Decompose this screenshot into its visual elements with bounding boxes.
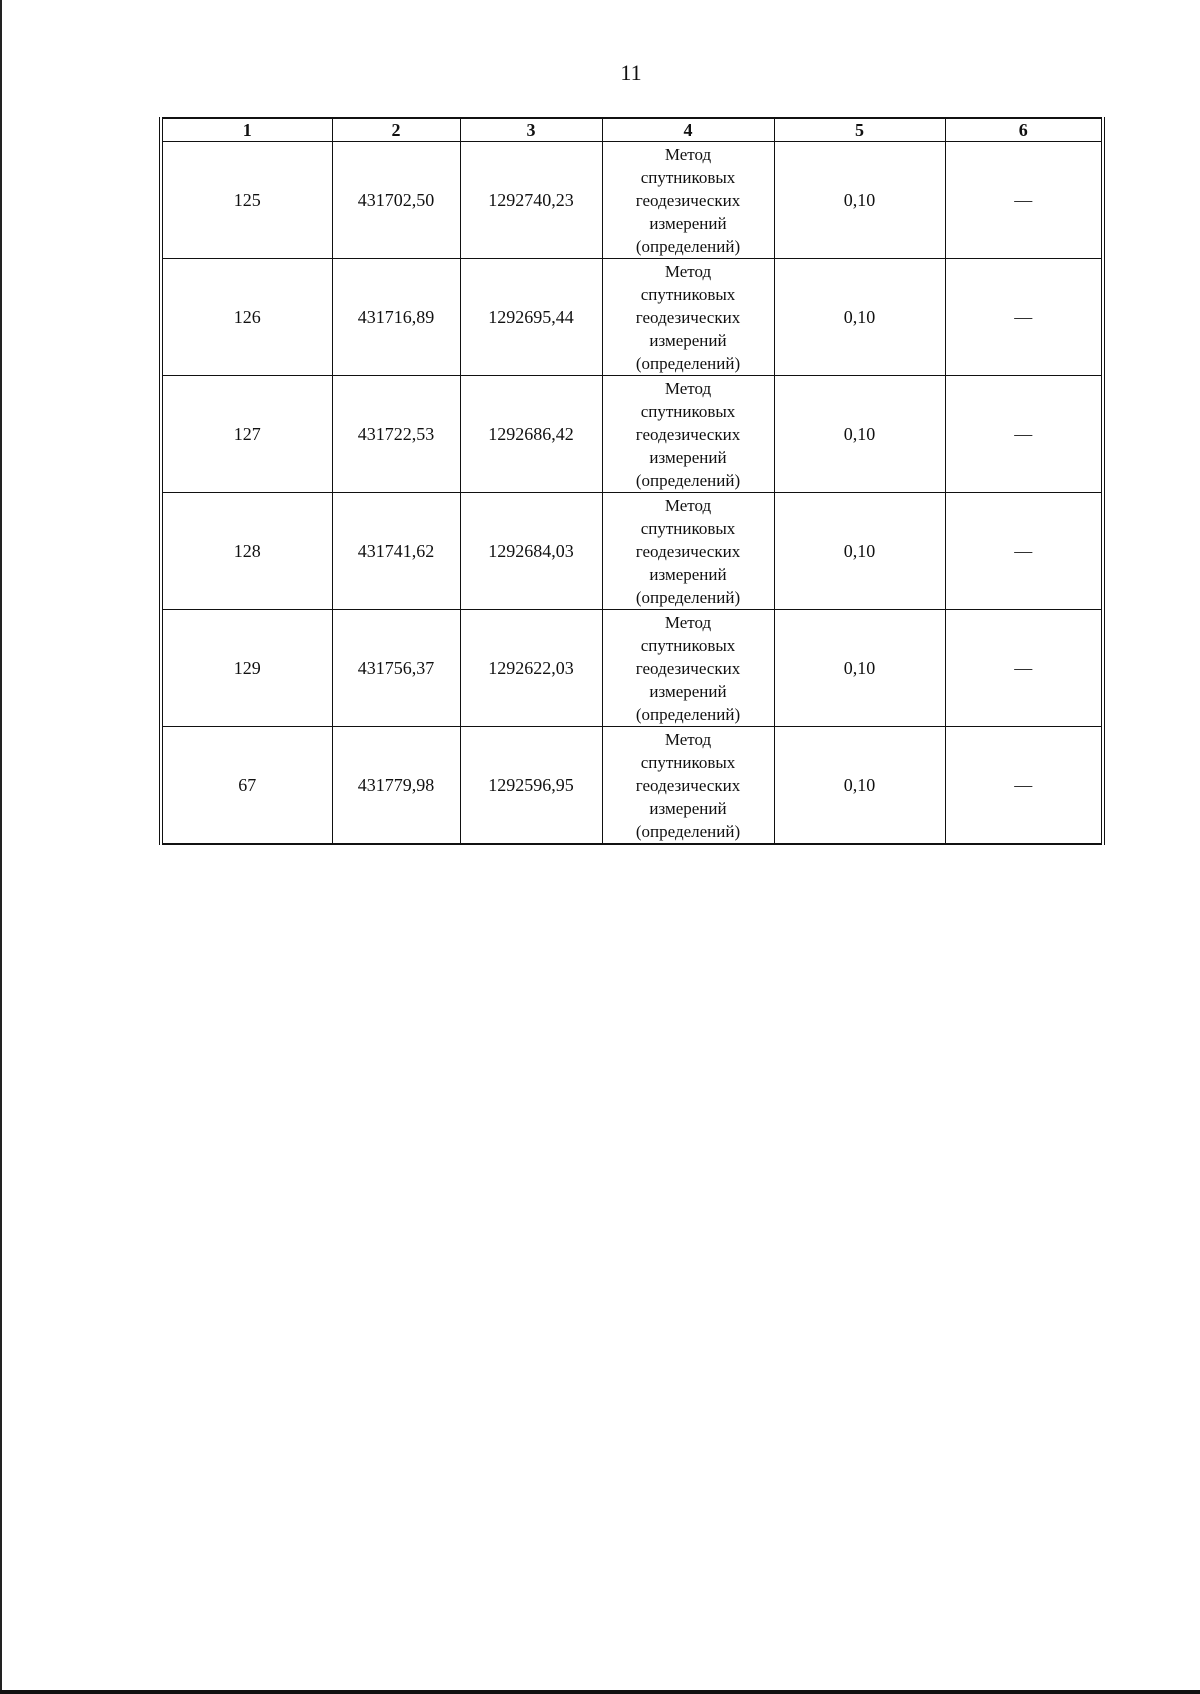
method-line: спутниковых [640,401,736,421]
coordinate-x: 431716,89 [332,259,460,376]
table-row [161,259,1103,376]
method-line: Метод [664,612,712,632]
method-line: (определений) [635,236,741,256]
table-row [161,493,1103,610]
method-line: (определений) [635,587,741,607]
column-header-1: 1 [161,118,332,142]
coordinate-y: 1292596,95 [460,727,602,845]
coordinate-x: 431779,98 [332,727,460,845]
note-dash: — [945,727,1103,845]
method-line: Метод [664,729,712,749]
method-line: Метод [664,495,712,515]
note-dash: — [945,493,1103,610]
method-line: спутниковых [640,518,736,538]
method-line: измерений [649,681,727,701]
note-dash: — [945,259,1103,376]
method-line: Метод [664,144,712,164]
accuracy-value: 0,10 [774,259,945,376]
table-row [161,376,1103,493]
method-line: Метод [664,378,712,398]
coordinate-x: 431702,50 [332,142,460,259]
method-line: Метод [664,261,712,281]
coordinate-y: 1292622,03 [460,610,602,727]
accuracy-value: 0,10 [774,727,945,845]
column-header-6: 6 [945,118,1103,142]
point-number: 129 [161,610,332,727]
method-line: измерений [649,213,727,233]
note-dash: — [945,610,1103,727]
point-number: 128 [161,493,332,610]
coordinate-y: 1292740,23 [460,142,602,259]
method-cell [602,259,774,376]
method-line: измерений [649,447,727,467]
method-line: (определений) [635,821,741,841]
scan-edge-left [0,0,2,1694]
coordinate-y: 1292695,44 [460,259,602,376]
method-line: спутниковых [640,284,736,304]
method-cell [602,610,774,727]
coordinate-x: 431741,62 [332,493,460,610]
table-row [161,610,1103,727]
page-number: 11 [620,60,642,85]
method-cell [602,142,774,259]
note-dash: — [945,376,1103,493]
table-row [161,142,1103,259]
point-number: 125 [161,142,332,259]
coordinate-x: 431756,37 [332,610,460,727]
method-cell [602,376,774,493]
column-header-2: 2 [332,118,460,142]
coordinate-y: 1292684,03 [460,493,602,610]
method-line: измерений [649,798,727,818]
scan-edge-bottom [0,1690,1200,1694]
method-line: геодезических [635,658,741,678]
table-row [161,727,1103,845]
method-line: геодезических [635,424,741,444]
method-cell [602,727,774,845]
method-line: измерений [649,564,727,584]
accuracy-value: 0,10 [774,376,945,493]
coordinate-y: 1292686,42 [460,376,602,493]
method-cell [602,493,774,610]
method-line: (определений) [635,353,741,373]
point-number: 126 [161,259,332,376]
point-number: 127 [161,376,332,493]
point-number: 67 [161,727,332,845]
accuracy-value: 0,10 [774,493,945,610]
method-line: геодезических [635,775,741,795]
column-header-3: 3 [460,118,602,142]
method-line: (определений) [635,470,741,490]
method-line: геодезических [635,190,741,210]
note-dash: — [945,142,1103,259]
accuracy-value: 0,10 [774,610,945,727]
method-line: (определений) [635,704,741,724]
method-line: спутниковых [640,635,736,655]
column-header-5: 5 [774,118,945,142]
accuracy-value: 0,10 [774,142,945,259]
table-header-row [161,118,1103,142]
method-line: геодезических [635,307,741,327]
coordinate-x: 431722,53 [332,376,460,493]
method-line: спутниковых [640,752,736,772]
column-header-4: 4 [602,118,774,142]
method-line: спутниковых [640,167,736,187]
method-line: геодезических [635,541,741,561]
coordinates-table [159,117,1105,845]
method-line: измерений [649,330,727,350]
